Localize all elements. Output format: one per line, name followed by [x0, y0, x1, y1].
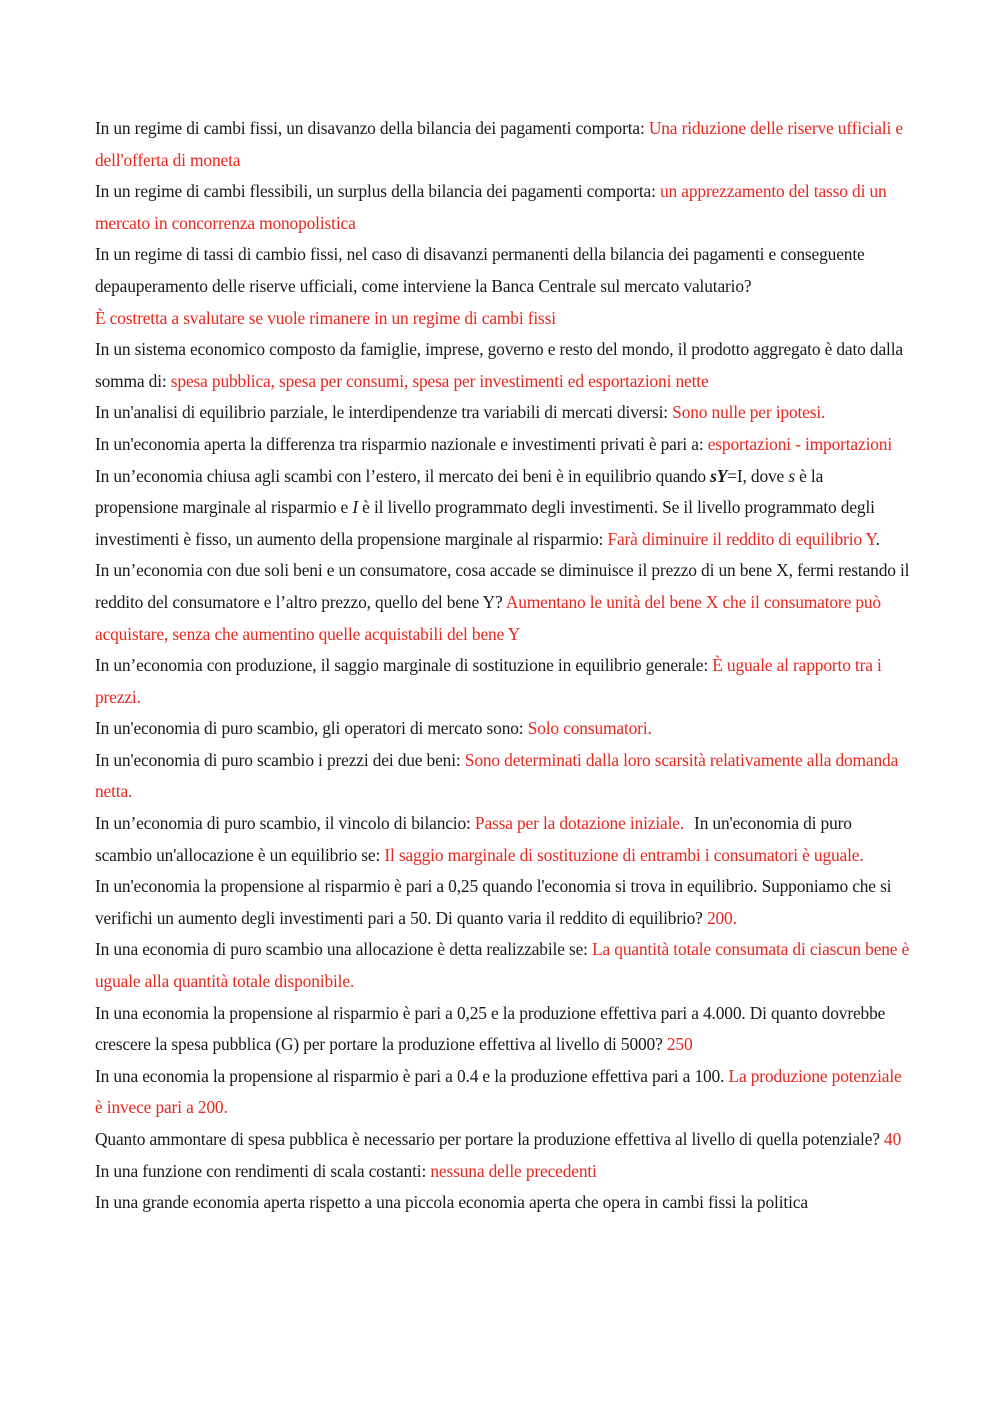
- answer-text: 250: [666, 1034, 693, 1055]
- formula-i: I: [352, 497, 358, 518]
- qa-entry-14: [95, 934, 910, 997]
- qa-entry-15: [95, 998, 910, 1061]
- answer-text: Sono nulle per ipotesi.: [672, 402, 826, 423]
- qa-entry-1: [95, 113, 910, 176]
- question-text: In un'economia la propensione al risparmio è pari a 0,25 quando l'economia si trova in equilibrio. Supponiamo che si verifichi un aumento degli investimenti pari a 50. Di quanto varia il reddito di equilibrio?: [95, 876, 892, 928]
- qa-entry-12: [95, 808, 910, 871]
- qa-entry-3: [95, 239, 910, 334]
- qa-entry-13: [95, 871, 910, 934]
- question-text: In un’economia con produzione, il saggio marginale di sostituzione in equilibrio generale:: [95, 655, 713, 676]
- qa-entry-19: [95, 1187, 910, 1219]
- answer-text: Aumentano le unità del bene X che il consumatore può acquistare, senza che aumentino quelle acquistabili del bene Y: [95, 591, 881, 644]
- question-text: In un'economia di puro scambio un'allocazione è un equilibrio se:: [95, 813, 852, 865]
- question-text: In una economia di puro scambio una allocazione è detta realizzabile se:: [95, 939, 593, 960]
- answer-text: Una riduzione delle riserve ufficiali e dell'offerta di moneta: [95, 118, 903, 170]
- question-text: Quanto ammontare di spesa pubblica è necessario per portare la produzione effettiva al livello di quella potenziale?: [95, 1129, 885, 1149]
- qa-entry-8: [95, 555, 910, 650]
- answer-text: nessuna delle precedenti: [430, 1160, 597, 1181]
- answer-text: Sono determinati dalla loro scarsità relativamente alla domanda netta.: [95, 749, 899, 802]
- question-text: In una grande economia aperta rispetto a una piccola economia aperta che opera in cambi fissi la politica: [95, 1192, 808, 1213]
- qa-entry-18: [95, 1156, 910, 1188]
- answer-period: .: [875, 528, 880, 549]
- qa-entry-16: [95, 1061, 910, 1124]
- qa-entry-11: [95, 745, 910, 808]
- answer-text: esportazioni - importazioni: [707, 433, 893, 454]
- qa-entry-4: [95, 334, 910, 397]
- qa-entry-9: [95, 650, 910, 713]
- question-text: In una economia la propensione al risparmio è pari a 0,25 e la produzione effettiva pari a 4.000. Di quanto dovrebbe crescere la spesa pubblica (G) per portare la produzione effettiva al livello di 5000?: [95, 1002, 886, 1055]
- question-text: In un'economia aperta la differenza tra risparmio nazionale e investimenti privati è pari a:: [95, 433, 708, 454]
- qa-entry-6: [95, 429, 910, 461]
- question-text: In un’economia chiusa agli scambi con l’estero, il mercato dei beni è in equilibrio quando: [95, 465, 711, 486]
- answer-text: 200.: [706, 907, 737, 928]
- question-text: In una economia la propensione al risparmio è pari a 0.4 e la produzione effettiva pari a 100.: [95, 1065, 729, 1086]
- question-text: In un'economia di puro scambio i prezzi dei due beni:: [95, 749, 465, 770]
- question-text: In un regime di tassi di cambio fissi, nel caso di disavanzi permanenti della bilancia dei pagamenti e conseguente depauperamento delle riserve ufficiali, come interviene la Banca Centrale sul mercato valutario?: [95, 244, 865, 296]
- question-text: In un regime di cambi fissi, un disavanzo della bilancia dei pagamenti comporta:: [95, 118, 649, 138]
- question-text: In un sistema economico composto da famiglie, imprese, governo e resto del mondo, il prodotto aggregato è dato dalla somma di:: [95, 339, 903, 391]
- answer-text: Solo consumatori.: [527, 718, 652, 739]
- qa-entry-17: [95, 1124, 910, 1156]
- answer-text: Farà diminuire il reddito di equilibrio Y: [607, 528, 876, 549]
- question-text: In una funzione con rendimenti di scala costanti:: [95, 1160, 431, 1181]
- qa-entry-10: [95, 713, 910, 745]
- qa-entry-7: [95, 461, 910, 556]
- question-text: In un’economia di puro scambio, il vincolo di bilancio:: [95, 813, 475, 834]
- answer-text: un apprezzamento del tasso di un mercato in concorrenza monopolistica: [95, 181, 887, 233]
- answer-text: spesa pubblica, spesa per consumi, spesa per investimenti ed esportazioni nette: [170, 370, 709, 391]
- answer-text: 40: [884, 1129, 902, 1149]
- document-page: [95, 113, 910, 1219]
- formula-sy: sY: [710, 465, 728, 486]
- answer-text: Il saggio marginale di sostituzione di entrambi i consumatori è uguale.: [384, 844, 864, 865]
- answer-text: È uguale al rapporto tra i prezzi.: [95, 655, 882, 707]
- answer-text: Passa per la dotazione iniziale.: [474, 813, 685, 834]
- formula-s: s: [788, 465, 795, 486]
- question-text: è la propensione marginale al risparmio e: [95, 465, 824, 518]
- question-text: In un'economia di puro scambio, gli operatori di mercato sono:: [95, 718, 528, 739]
- qa-entry-2: [95, 176, 910, 239]
- qa-entry-5: [95, 397, 910, 429]
- answer-text: È costretta a svalutare se vuole rimanere in un regime di cambi fissi: [95, 307, 556, 328]
- answer-text: La quantità totale consumata di ciascun bene è uguale alla quantità totale disponibile.: [95, 939, 910, 992]
- question-text: In un’economia con due soli beni e un consumatore, cosa accade se diminuisce il prezzo di un bene X, fermi restando il reddito del consumatore e l’altro prezzo, quello del bene Y?: [95, 560, 910, 612]
- question-text: è il livello programmato degli investimenti. Se il livello programmato degli investimenti è fisso, un aumento della propensione marginale al risparmio:: [95, 497, 875, 549]
- question-text: =I, dove: [727, 465, 789, 486]
- question-text: In un regime di cambi flessibili, un surplus della bilancia dei pagamenti comporta:: [95, 181, 661, 202]
- question-text: In un'analisi di equilibrio parziale, le interdipendenze tra variabili di mercati diversi:: [95, 402, 673, 423]
- answer-text: La produzione potenziale è invece pari a 200.: [95, 1065, 902, 1118]
